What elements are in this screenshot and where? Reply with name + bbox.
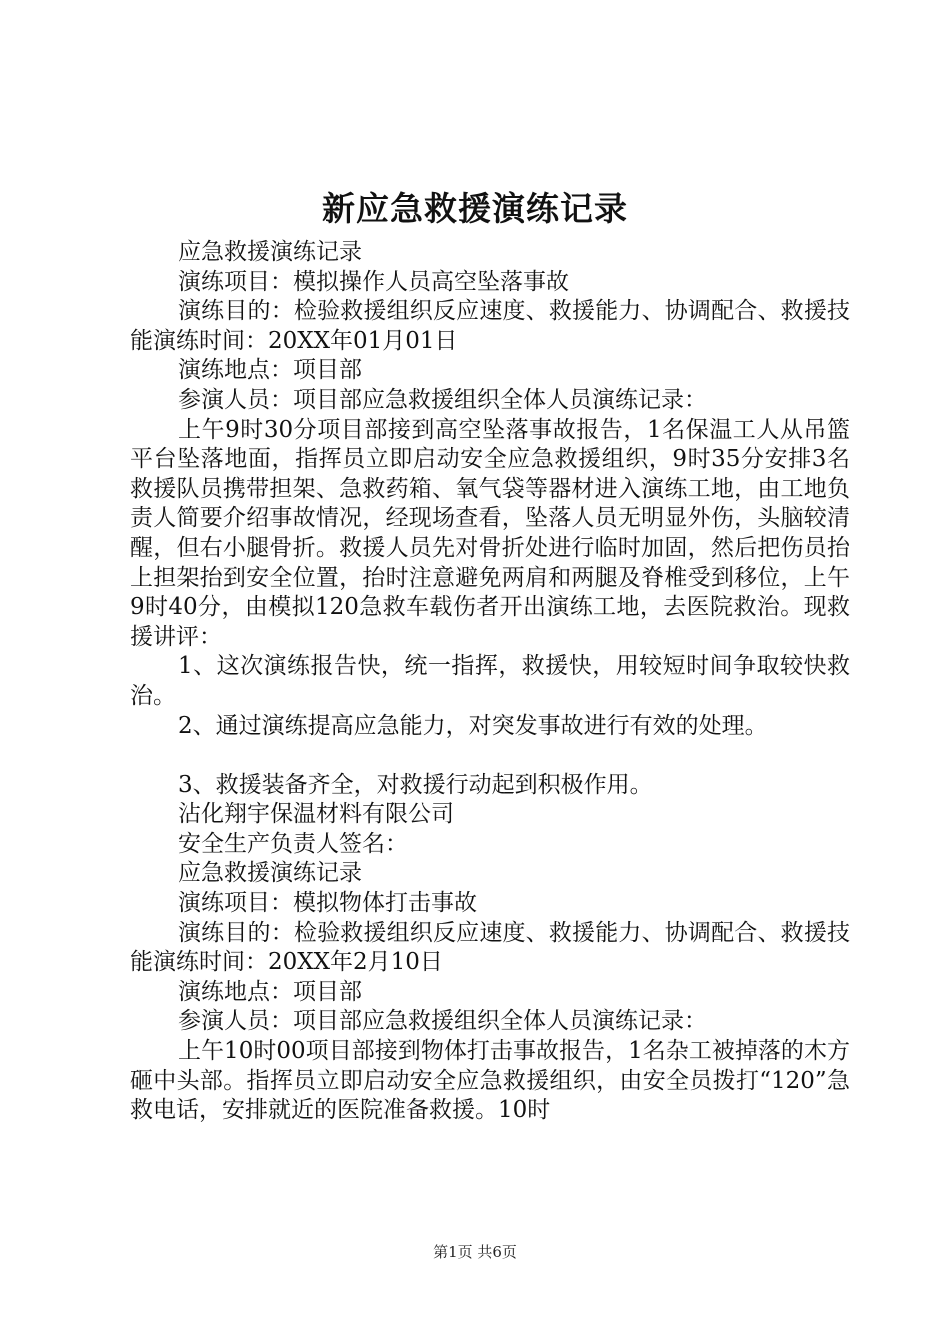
paragraph-drill-narrative-2: 上午10时00项目部接到物体打击事故报告，1名杂工被掉落的木方砸中头部。指挥员立即启动安全应急救援组织，由安全员拨打“120”急救电话，安排就近的医院准备救援。10时 (130, 1038, 850, 1124)
paragraph-review-point-2: 2、通过演练提高应急能力，对突发事故进行有效的处理。 (178, 712, 768, 739)
paragraph-drill-project-1: 演练项目：模拟操作人员高空坠落事故 (178, 268, 569, 295)
paragraph-drill-narrative-1: 上午9时30分项目部接到高空坠落事故报告，1名保温工人从吊篮平台坠落地面，指挥员立即启动安全应急救援组织，9时35分安排3名救援队员携带担架、急救药箱、氧气袋等器材进入演练工地，由工地负责人简要介绍事故情况，经现场查看，坠落人员无明显外伤，头脑较清醒，但右小腿骨折。救援人员先对骨折处进行临时加固，然后把伤员抬上担架抬到安全位置，抬时注意避免两肩和两腿及脊椎受到移位，上午9时40分，由模拟120急救车载伤者开出演练工地，去医院救治。现救援讲评： (130, 416, 850, 650)
paragraph-participants-1: 参演人员：项目部应急救援组织全体人员演练记录： (178, 386, 707, 413)
page-footer: 第1页 共6页 (433, 1243, 517, 1261)
paragraph-company-name: 沾化翔宇保温材料有限公司 (178, 801, 454, 828)
paragraph-record-heading-1: 应急救援演练记录 (178, 239, 362, 265)
paragraph-review-point-3: 3、救援装备齐全，对救援行动起到积极作用。 (178, 771, 653, 798)
paragraph-drill-project-2: 演练项目：模拟物体打击事故 (178, 890, 477, 917)
paragraph-review-point-1: 1、这次演练报告快，统一指挥，救援快，用较短时间争取较快救治。 (130, 653, 850, 709)
paragraph-signature-line: 安全生产负责人签名： (178, 830, 408, 857)
paragraph-record-heading-2: 应急救援演练记录 (178, 860, 362, 887)
paragraph-participants-2: 参演人员：项目部应急救援组织全体人员演练记录： (178, 1008, 707, 1035)
paragraph-drill-purpose-2: 演练目的：检验救援组织反应速度、救援能力、协调配合、救援技能演练时间：20XX年2月10日 (130, 919, 850, 976)
document-title: 新应急救援演练记录 (322, 189, 628, 228)
document-body (130, 238, 850, 1126)
paragraph-drill-location-1: 演练地点：项目部 (178, 357, 362, 384)
paragraph-drill-purpose-1: 演练目的：检验救援组织反应速度、救援能力、协调配合、救援技能演练时间：20XX年01月01日 (130, 298, 850, 354)
paragraph-drill-location-2: 演练地点：项目部 (178, 978, 362, 1005)
